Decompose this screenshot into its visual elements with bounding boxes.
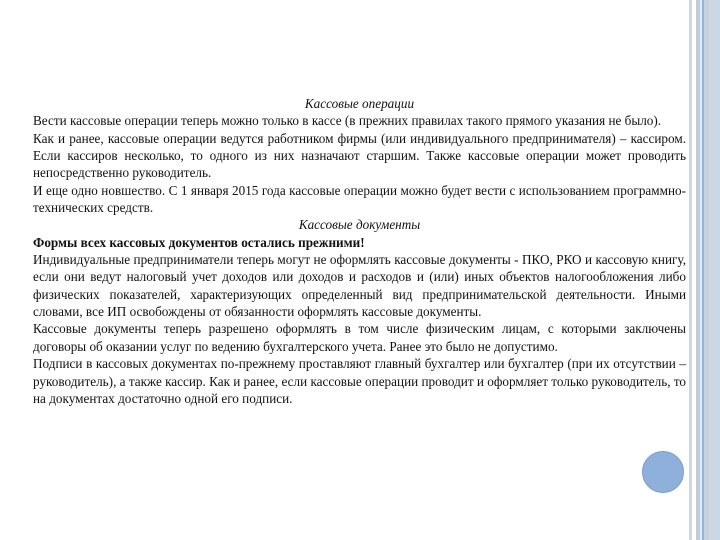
paragraph: Вести кассовые операции теперь можно только в кассе (в прежних правилах такого прямого указания не было). [33,113,662,129]
stripe [709,0,720,540]
decorative-circle [642,451,684,493]
section-subtitle: Формы всех кассовых документов остались прежними! [33,234,365,250]
paragraph: И еще одно новшество. С 1 января 2015 года кассовые операции можно будет вести с использованием программно-технических средств. [33,182,686,216]
section-title-cash-documents: Кассовые документы [298,217,421,233]
paragraph: Как и ранее, кассовые операции ведутся работником фирмы (или индивидуального предпринимателя) – кассиром. Если кассиров несколько, то одного из них назначают старшим. Также кассовые операции может проводить непосредственно руководитель. [33,130,686,181]
paragraph: Подписи в кассовых документах по-прежнему проставляют главный бухгалтер или бухгалтер (при их отсутствии – руководитель), а также кассир. Как и ранее, если кассовые операции проводит и оформляет только руководитель, то на документах достаточно одной его подписи. [33,356,686,406]
stripe [689,0,692,540]
paragraph: Кассовые документы теперь разрешено оформлять в том числе физическим лицам, с которыми заключены договоры об оказании услуг по ведению бухгалтерского учета. Ранее это было не допустимо. [33,321,686,354]
paragraph: Индивидуальные предприниматели теперь могут не оформлять кассовые документы - ПКО, РКО и кассовую книгу, если они ведут налоговый учет доходов или доходов и расходов и (или) иных объектов налогообложения либо физических показателей, характеризующих определенный вид предпринимательской деятельности. Иными словами, все ИП освобождены от обязанности оформлять кассовые документы. [33,252,686,320]
section-title-cash-operations: Кассовые операции [304,96,415,111]
slide-content [33,95,686,407]
